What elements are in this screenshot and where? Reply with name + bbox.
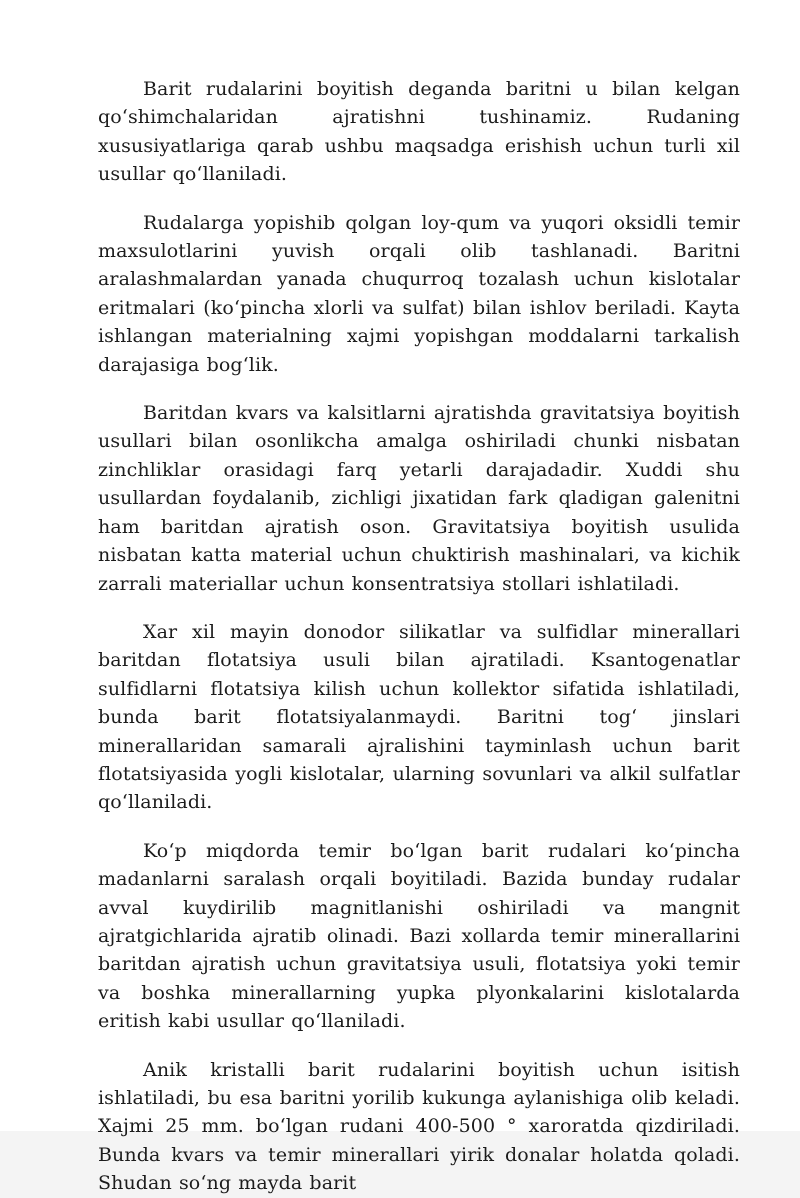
paragraph-temir-rudalar: Koʻp miqdorda temir boʻlgan barit rudalari koʻpincha madanlarni saralash orqali boyitiladi. Bazida bunday rudalar avval kuydirilib magnitlanishi oshiriladi va mangnit ajratgichlarida ajratib olinadi. Bazi xollarda temir minerallarini baritdan ajratish uchun gravitatsiya usuli, flotatsiya yoki temir va boshka minerallarning yupka plyonkalarini kislotalarda eritish kabi usullar qoʻllaniladi. [98, 839, 740, 1033]
paragraph-gravitatsiya: Baritdan kvars va kalsitlarni ajratishda gravitatsiya boyitish usullari bilan osonlikcha amalga oshiriladi chunki nisbatan zinchliklar orasidagi farq yetarli darajadadir. Xuddi shu usullardan foydalanib, zichligi jixatidan fark qladigan galenitni ham baritdan ajratish oson. Gravitatsiya boyitish usulida nisbatan katta material uchun chuktirish mashinalari, va kichik zarrali materiallar uchun konsentratsiya stollari ishlatiladi. [98, 402, 740, 595]
paragraph-isitish: Anik kristalli barit rudalarini boyitish uchun isitish ishlatiladi, bu esa baritni yorilib kukunga aylanishiga olib keladi. Xajmi 25 mm. boʻlgan rudani 400-500 ° xaroratda qizdiriladi. Bunda kvars va temir minerallari yirik donalar holatda qoladi. Shudan soʻng mayda barit [98, 1058, 740, 1195]
paragraph-boyitish-intro: Barit rudalarini boyitish deganda baritni u bilan kelgan qoʻshimchalaridan ajratishni tushinamiz. Rudaning xususiyatlariga qarab ushbu maqsadga erishish uchun turli xil usullar qoʻllaniladi. [98, 78, 740, 186]
paragraph-yuvish-kislotalar: Rudalarga yopishib qolgan loy-qum va yuqori oksidli temir maxsulotlarini yuvish orqali olib tashlanadi. Baritni aralashmalardan yanada chuqurroq tozalash uchun kislotalar eritmalari (koʻpincha xlorli va sulfat) bilan ishlov beriladi. Kayta ishlangan materialning xajmi yopishgan moddalarni tarkalish darajasiga bogʻlik. [98, 211, 740, 376]
paragraph-flotatsiya: Xar xil mayin donodor silikatlar va sulfidlar minerallari baritdan flotatsiya usuli bilan ajratiladi. Ksantogenatlar sulfidlarni flotatsiya kilish uchun kollektor sifatida ishlatiladi, bunda barit flotatsiyalanmaydi. Baritni togʻ jinslari minerallaridan samarali ajralishini tayminlash uchun barit flotatsiyasida yogli kislotalar, ularning sovunlari va alkil sulfatlar qoʻllaniladi. [98, 620, 740, 814]
